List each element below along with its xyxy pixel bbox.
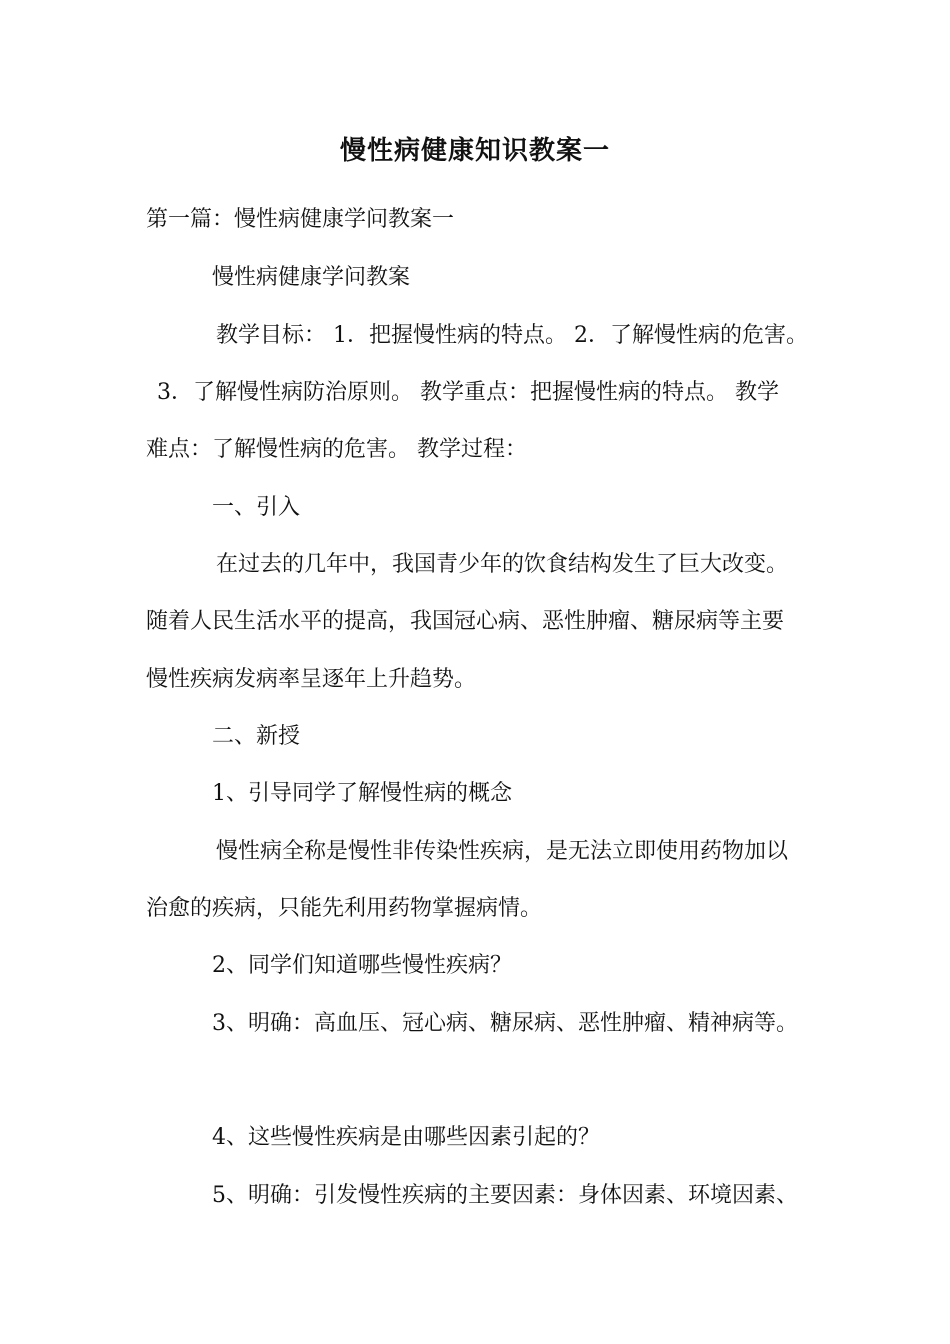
paragraph-teaching-goals-line-3: 难点：了解慢性病的危害。 教学过程： <box>146 437 527 462</box>
item-4-question: 4、这些慢性疾病是由哪些因素引起的？ <box>212 1125 600 1150</box>
paragraph-teaching-goals-line-2: 3．了解慢性病防治原则。 教学重点：把握慢性病的特点。 教学 <box>157 380 779 405</box>
section-heading-introduction: 一、引入 <box>212 495 301 520</box>
item-1-concept: 1、引导同学了解慢性病的概念 <box>212 781 512 806</box>
item-3-answer: 3、明确：高血压、冠心病、糖尿病、恶性肿瘤、精神病等。 <box>212 1011 798 1036</box>
paragraph-introduction-line-3: 慢性疾病发病率呈逐年上升趋势。 <box>146 667 477 692</box>
paragraph-definition-line-2: 治愈的疾病，只能先利用药物掌握病情。 <box>146 896 543 921</box>
item-5-answer: 5、明确：引发慢性疾病的主要因素：身体因素、环境因素、 <box>212 1183 798 1208</box>
section-heading-new-lesson: 二、新授 <box>212 724 301 749</box>
subheading-lesson-plan: 慢性病健康学问教案 <box>212 265 411 290</box>
heading-chapter-one: 第一篇：慢性病健康学问教案一 <box>146 207 455 232</box>
paragraph-definition-line-1: 慢性病全称是慢性非传染性疾病，是无法立即使用药物加以 <box>216 839 789 864</box>
paragraph-introduction-line-1: 在过去的几年中，我国青少年的饮食结构发生了巨大改变。 <box>216 552 789 577</box>
document-title: 慢性病健康知识教案一 <box>339 136 610 166</box>
paragraph-teaching-goals-line-1: 教学目标： 1．把握慢性病的特点。 2．了解慢性病的危害。 <box>216 323 808 348</box>
paragraph-introduction-line-2: 随着人民生活水平的提高，我国冠心病、恶性肿瘤、糖尿病等主要 <box>146 609 785 634</box>
item-2-question: 2、同学们知道哪些慢性疾病？ <box>212 953 512 978</box>
